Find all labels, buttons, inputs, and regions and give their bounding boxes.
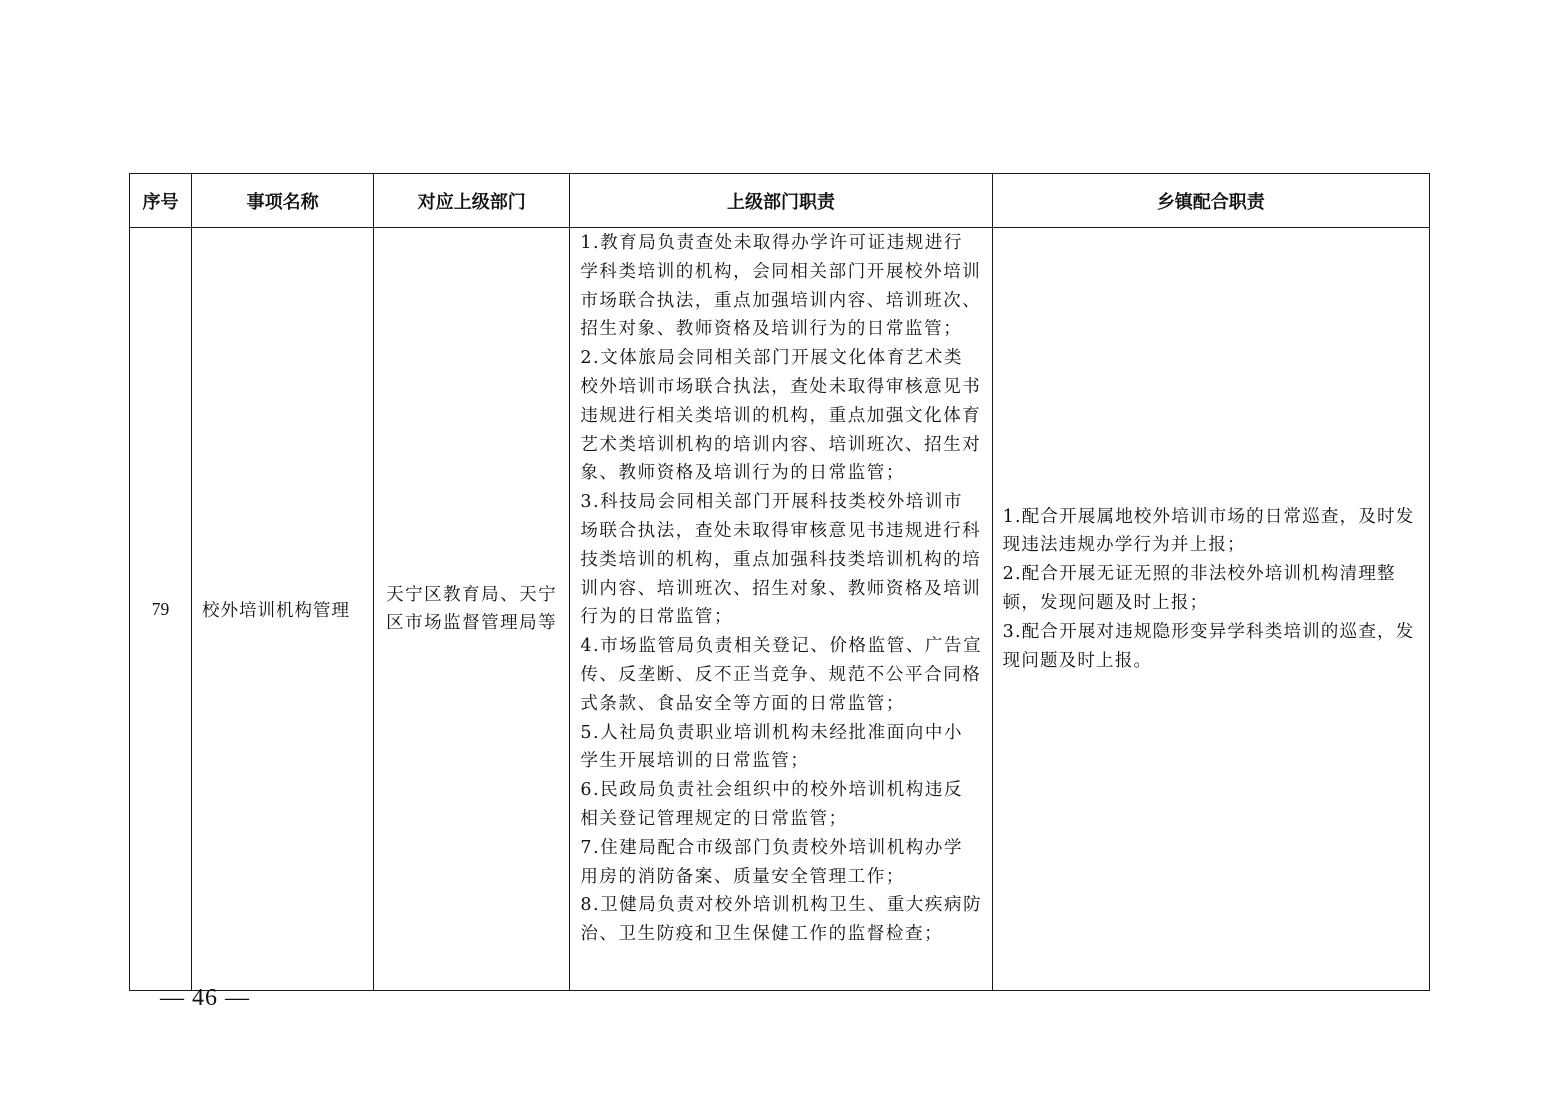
duty-line: 6.民政局负责社会组织中的校外培训机构违反 xyxy=(580,780,964,801)
duty-line: 场联合执法，查处未取得审核意见书违规进行科 xyxy=(580,520,982,541)
duty-line: 技类培训的机构，重点加强科技类培训机构的培 xyxy=(580,549,982,570)
duty-line: 象、教师资格及培训行为的日常监管； xyxy=(580,463,906,484)
town-line: 现违法违规办学行为并上报； xyxy=(1002,535,1246,556)
table-row xyxy=(130,228,1430,991)
cell-seq: 79 xyxy=(130,228,192,991)
duty-line: 训内容、培训班次、招生对象、教师资格及培训 xyxy=(580,578,982,599)
cell-town-duty xyxy=(992,228,1429,991)
duty-line: 5.人社局负责职业培训机构未经批准面向中小 xyxy=(580,722,964,743)
duty-line: 用房的消防备案、质量安全管理工作； xyxy=(580,866,906,887)
duty-line: 艺术类培训机构的培训内容、培训班次、招生对 xyxy=(580,434,982,455)
cell-superior-dept: 天宁区教育局、天宁区市场监督管理局等 xyxy=(374,228,570,991)
duty-line: 违规进行相关类培训的机构，重点加强文化体育 xyxy=(580,405,982,426)
cell-superior-duty xyxy=(570,228,992,991)
duty-line: 学科类培训的机构，会同相关部门开展校外培训 xyxy=(580,261,982,282)
town-line: 现问题及时上报。 xyxy=(1002,650,1153,671)
cell-item-name: 校外培训机构管理 xyxy=(192,228,374,991)
duty-line: 8.卫健局负责对校外培训机构卫生、重大疾病防 xyxy=(580,895,983,916)
header-item-name: 事项名称 xyxy=(192,174,374,228)
header-town-duty: 乡镇配合职责 xyxy=(992,174,1429,228)
duty-line: 3.科技局会同相关部门开展科技类校外培训市 xyxy=(580,492,964,513)
duty-line: 招生对象、教师资格及培训行为的日常监管； xyxy=(580,319,963,340)
duty-line: 传、反垄断、反不正当竞争、规范不公平合同格 xyxy=(580,664,982,685)
header-seq: 序号 xyxy=(130,174,192,228)
duty-line: 1.教育局负责查处未取得办学许可证违规进行 xyxy=(580,233,964,253)
duty-line: 2.文体旅局会同相关部门开展文化体育艺术类 xyxy=(580,348,964,369)
duty-line: 相关登记管理规定的日常监管； xyxy=(580,808,848,829)
duty-line: 市场联合执法，重点加强培训内容、培训班次、 xyxy=(580,290,982,311)
header-superior-dept: 对应上级部门 xyxy=(374,174,570,228)
duty-line: 治、卫生防疫和卫生保健工作的监督检查； xyxy=(580,924,944,945)
town-line: 2.配合开展无证无照的非法校外培训机构清理整 xyxy=(1002,564,1396,585)
town-line: 1.配合开展属地校外培训市场的日常巡查，及时发 xyxy=(1002,506,1415,527)
duty-line: 校外培训市场联合执法，查处未取得审核意见书 xyxy=(580,376,982,397)
town-line: 顿，发现问题及时上报； xyxy=(1002,593,1209,613)
duty-line: 7.住建局配合市级部门负责校外培训机构办学 xyxy=(580,837,964,858)
town-line: 3.配合开展对违规隐形变异学科类培训的巡查，发 xyxy=(1002,621,1415,642)
duty-line: 4.市场监管局负责相关登记、价格监管、广告宣 xyxy=(580,636,983,657)
duty-table xyxy=(129,173,1430,991)
duty-line: 式条款、食品安全等方面的日常监管； xyxy=(580,693,906,714)
duty-line: 行为的日常监管； xyxy=(580,607,734,628)
page-number: — 46 — xyxy=(160,985,250,1011)
header-superior-duty: 上级部门职责 xyxy=(570,174,992,228)
header-row xyxy=(130,174,1430,228)
duty-line: 学生开展培训的日常监管； xyxy=(580,751,810,772)
